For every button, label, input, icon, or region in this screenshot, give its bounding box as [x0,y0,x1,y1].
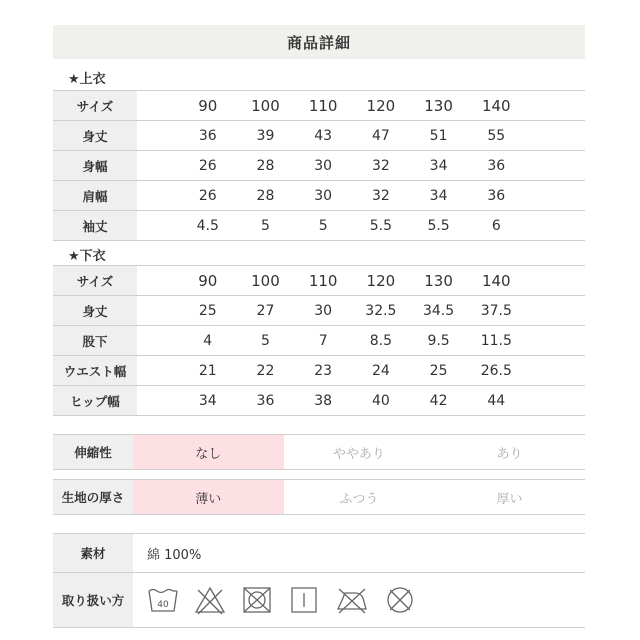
bottom-table-row-label: サイズ [53,266,137,296]
bottom-table-row [53,386,585,416]
bottom-table-cell: 36 [237,386,295,416]
top-table-row-label: 袖丈 [53,211,137,241]
spacer [137,326,179,356]
thickness-row [53,479,585,515]
bottom-table-cell: 34 [179,386,237,416]
top-table-cell: 51 [410,121,468,151]
spacer [525,266,585,296]
bottom-table-cell: 34.5 [410,296,468,326]
top-table-cell: 4.5 [179,211,237,241]
top-table-cell: 36 [467,151,525,181]
bottom-table-cell: 44 [467,386,525,416]
top-table-row-label: 身丈 [53,121,137,151]
stretch-row [53,434,585,470]
bottom-table-cell: 26.5 [467,356,525,386]
top-table-cell: 30 [294,181,352,211]
stretch-option: なし [133,435,284,469]
bottom-table-cell: 27 [237,296,295,326]
bottom-table-cell: 37.5 [467,296,525,326]
bottom-table-cell: 25 [179,296,237,326]
spacer [525,151,585,181]
spacer [137,356,179,386]
bottom-table-cell: 90 [179,266,237,296]
top-table-cell: 6 [467,211,525,241]
bottom-table-cell: 110 [294,266,352,296]
stretch-option: あり [496,446,523,462]
top-size-table [53,90,585,241]
bottom-table-cell: 11.5 [467,326,525,356]
top-table-cell: 120 [352,91,410,121]
wash-temp-text: 40 [157,600,169,610]
spacer [137,296,179,326]
top-table-cell: 5 [294,211,352,241]
top-table-cell: 32 [352,181,410,211]
no-bleach-icon [194,585,226,615]
top-table-row [53,151,585,181]
thickness-option: 薄い [133,480,284,514]
bottom-table-cell: 24 [352,356,410,386]
top-table-cell: 140 [467,91,525,121]
top-table-cell: 34 [410,181,468,211]
bottom-table-cell: 4 [179,326,237,356]
material-value: 綿 100% [147,547,202,563]
bottom-table-row [53,266,585,296]
page-title: 商品詳細 [53,25,585,59]
top-table-cell: 34 [410,151,468,181]
thickness-label: 生地の厚さ [53,480,133,514]
spacer [137,266,179,296]
bottom-table-cell: 30 [294,296,352,326]
line-dry-icon [288,585,320,615]
top-table-row [53,181,585,211]
bottom-table-row-label: ヒップ幅 [53,386,137,416]
care-label: 取り扱い方 [53,573,133,627]
top-table-cell: 90 [179,91,237,121]
bottom-table-cell: 42 [410,386,468,416]
care-row [53,573,585,628]
top-table-cell: 5.5 [352,211,410,241]
material-row [53,533,585,573]
section-label-top: ★上衣 [68,72,106,87]
thickness-option: ふつう [339,491,379,507]
no-iron-icon [335,585,369,615]
top-table-cell: 36 [179,121,237,151]
bottom-table-cell: 130 [410,266,468,296]
bottom-table-cell: 32.5 [352,296,410,326]
no-tumble-dry-icon [241,585,273,615]
top-table-cell: 110 [294,91,352,121]
bottom-table-cell: 21 [179,356,237,386]
spacer [137,386,179,416]
bottom-table-row [53,326,585,356]
bottom-table-cell: 38 [294,386,352,416]
top-table-cell: 28 [237,151,295,181]
top-table-cell: 32 [352,151,410,181]
section-label-bottom: ★下衣 [68,249,106,264]
bottom-table-cell: 7 [294,326,352,356]
bottom-table-cell: 22 [237,356,295,386]
top-table-cell: 28 [237,181,295,211]
top-table-row [53,91,585,121]
spacer [525,386,585,416]
spacer [525,296,585,326]
top-table-row-label: 身幅 [53,151,137,181]
bottom-table-cell: 23 [294,356,352,386]
spacer [137,181,179,211]
top-table-cell: 43 [294,121,352,151]
top-table-row [53,121,585,151]
bottom-table-row [53,356,585,386]
spacer [525,211,585,241]
spacer [525,326,585,356]
spacer [137,121,179,151]
top-table-cell: 5 [237,211,295,241]
top-table-cell: 100 [237,91,295,121]
bottom-table-cell: 8.5 [352,326,410,356]
top-table-cell: 26 [179,181,237,211]
top-table-row-label: サイズ [53,91,137,121]
thickness-option: 厚い [496,491,523,507]
spacer [137,211,179,241]
top-table-cell: 36 [467,181,525,211]
material-label: 素材 [53,534,133,572]
spacer [137,91,179,121]
bottom-table-cell: 5 [237,326,295,356]
bottom-table-cell: 9.5 [410,326,468,356]
spacer [525,121,585,151]
bottom-table-row [53,296,585,326]
bottom-table-cell: 25 [410,356,468,386]
no-dry-clean-icon [384,585,416,615]
spacer [525,356,585,386]
bottom-table-row-label: ウエスト幅 [53,356,137,386]
wash-40-icon [147,585,179,615]
spacer [525,91,585,121]
bottom-table-row-label: 股下 [53,326,137,356]
top-table-cell: 130 [410,91,468,121]
bottom-table-row-label: 身丈 [53,296,137,326]
top-table-cell: 55 [467,121,525,151]
material-care-block [53,533,585,628]
bottom-table-cell: 40 [352,386,410,416]
care-icons [133,573,416,627]
stretch-label: 伸縮性 [53,435,133,469]
bottom-size-table [53,265,585,416]
bottom-table-cell: 120 [352,266,410,296]
top-table-row-label: 肩幅 [53,181,137,211]
top-table-cell: 47 [352,121,410,151]
top-table-cell: 5.5 [410,211,468,241]
top-table-cell: 30 [294,151,352,181]
stretch-option: ややあり [332,446,385,462]
spacer [525,181,585,211]
bottom-table-cell: 100 [237,266,295,296]
bottom-table-cell: 140 [467,266,525,296]
spacer [137,151,179,181]
top-table-cell: 39 [237,121,295,151]
top-table-row [53,211,585,241]
top-table-cell: 26 [179,151,237,181]
